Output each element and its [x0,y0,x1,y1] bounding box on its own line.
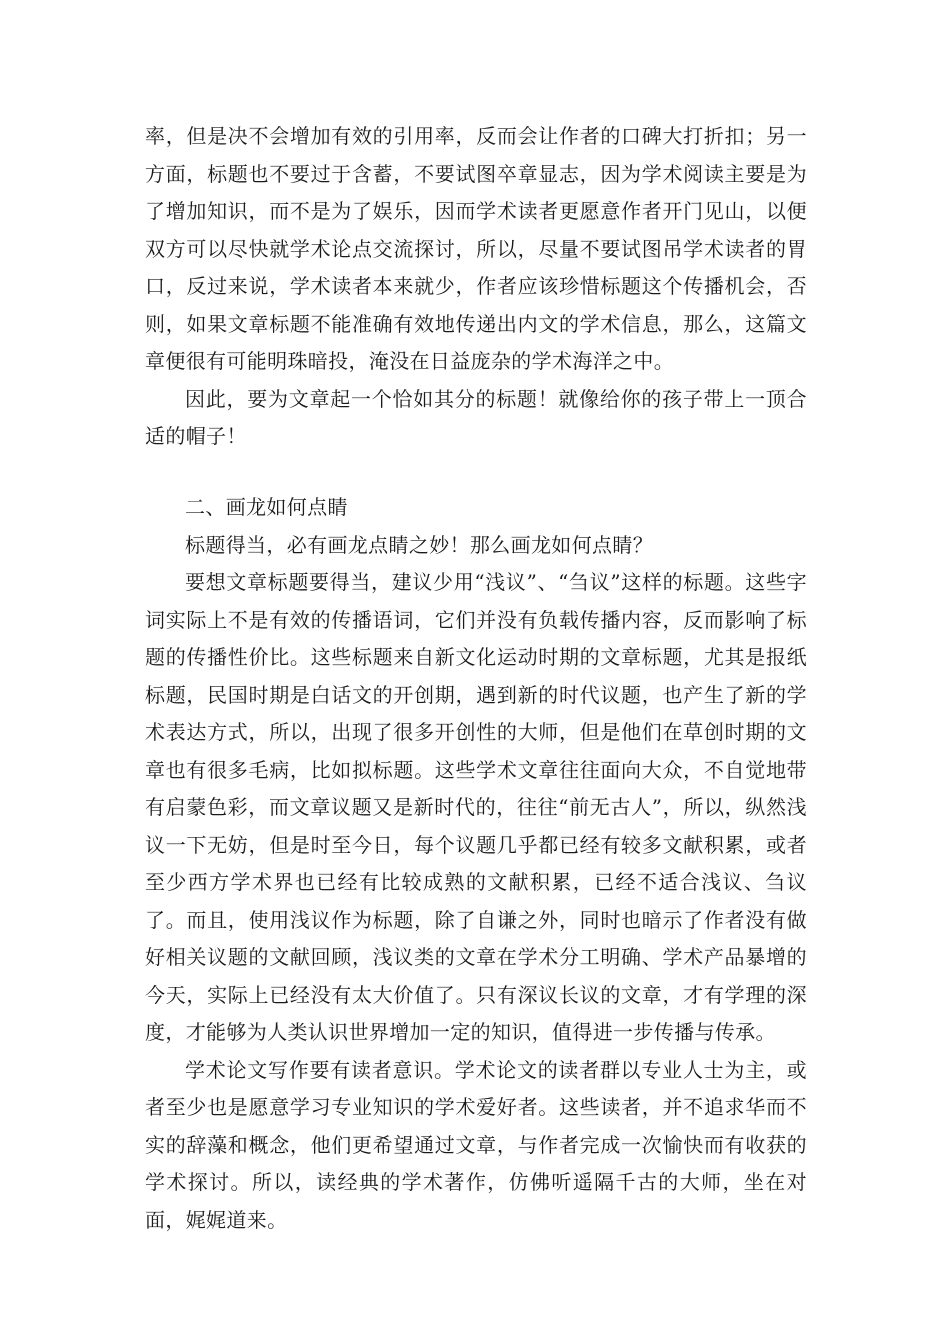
section-heading: 二、画龙如何点睛 [185,495,348,519]
paragraph-main: 要想文章标题要得当，建议少用“浅议”、“刍议”这样的标题。这些字词实际上不是有效的传播语词，它们并没有负载传播内容，反而影响了标题的传播性价比。这些标题来自新文化运动时期的文章标题，尤其是报纸标题，民国时期是白话文的开创期，遇到新的时代议题，也产生了新的学术表达方式，所以，出现了很多开创性的大师，但是他们在草创时期的文章也有很多毛病，比如拟标题。这些学术文章往往面向大众，不自觉地带有启蒙色彩，而文章议题又是新时代的，往往“前无古人”，所以，纵然浅议一下无妨，但是时至今日，每个议题几乎都已经有较多文献积累，或者至少西方学术界也已经有比较成熟的文献积累，已经不适合浅议、刍议了。而且，使用浅议作为标题，除了自谦之外，同时也暗示了作者没有做好相关议题的文献回顾，浅议类的文章在学术分工明确、学术产品暴增的今天，实际上已经没有太大价值了。只有深议长议的文章，才有学理的深度，才能够为人类认识世界增加一定的知识，值得进一步传播与传承。 [145,570,807,1044]
paragraph-conclusion: 因此，要为文章起一个恰如其分的标题！就像给你的孩子带上一顶合适的帽子！ [145,386,807,448]
paragraph-intro: 标题得当，必有画龙点睛之妙！那么画龙如何点睛？ [185,532,654,557]
paragraph-reader: 学术论文写作要有读者意识。学术论文的读者群以专业人士为主，或者至少也是愿意学习专业知识的学术爱好者。这些读者，并不追求华而不实的辞藻和概念，他们更希望通过文章，与作者完成一次愉快而有收获的学术探讨。所以，读经典的学术著作，仿佛听遥隔千古的大师，坐在对面，娓娓道来。 [145,1057,807,1232]
paragraph-continued: 率，但是决不会增加有效的引用率，反而会让作者的口碑大打折扣；另一方面，标题也不要过于含蓄，不要试图卒章显志，因为学术阅读主要是为了增加知识，而不是为了娱乐，因而学术读者更愿意作者开门见山，以便双方可以尽快就学术论点交流探讨，所以，尽量不要试图吊学术读者的胃口，反过来说，学术读者本来就少，作者应该珍惜标题这个传播机会，否则，如果文章标题不能准确有效地传递出内文的学术信息，那么，这篇文章便很有可能明珠暗投，淹没在日益庞杂的学术海洋之中。 [145,124,807,373]
section-2-text [145,489,807,1239]
section-1-text [145,118,807,456]
